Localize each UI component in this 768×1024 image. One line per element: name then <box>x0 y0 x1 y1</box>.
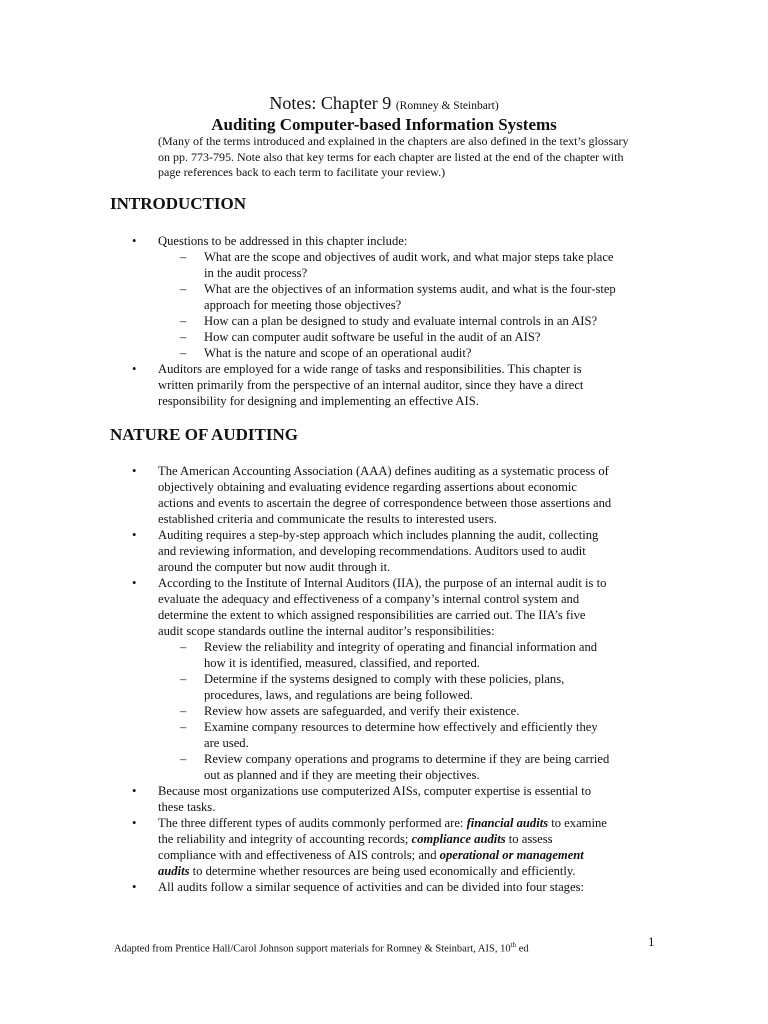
page-title <box>0 93 768 116</box>
sub-item-text: Determine if the systems designed to comply with these policies, plans, <box>204 672 565 686</box>
text-run: to examine <box>548 816 607 830</box>
bullet: • <box>132 528 137 542</box>
sub-item-text: how it is identified, measured, classified, and reported. <box>204 656 480 670</box>
bullet: • <box>132 234 137 248</box>
list-item <box>0 815 768 879</box>
footer-superscript: th <box>510 941 517 949</box>
sub-item-text: approach for meeting those objectives? <box>204 298 402 312</box>
list-item-text <box>158 831 658 847</box>
sub-item-text: Review the reliability and integrity of operating and financial information and <box>204 640 598 654</box>
footer-text: Adapted from Prentice Hall/Carol Johnson support materials for Romney & Steinbart, AIS, 10 <box>114 943 511 955</box>
list-item <box>0 527 768 575</box>
list-item <box>0 879 768 895</box>
emphasis-compliance-audits: compliance audits <box>411 832 506 846</box>
page-subtitle: Auditing Computer-based Information Systems <box>211 115 557 134</box>
list-item-text <box>158 815 658 831</box>
list-item-text: objectively obtaining and evaluating evidence regarding assertions about economic <box>158 480 577 494</box>
sub-item-text: How can computer audit software be useful in the audit of an AIS? <box>204 330 541 344</box>
emphasis-operational-audits: operational or management <box>439 848 584 862</box>
glossary-note <box>158 134 658 181</box>
sub-item <box>0 281 768 313</box>
bullet: • <box>132 784 137 798</box>
list-item-text: The American Accounting Association (AAA) defines auditing as a systematic process of <box>158 464 609 478</box>
emphasis-audits: audits <box>158 864 190 878</box>
sub-item-text: Review how assets are safeguarded, and verify their existence. <box>204 704 520 718</box>
emphasis-financial-audits: financial audits <box>466 816 549 830</box>
dash: – <box>180 720 187 734</box>
dash: – <box>180 752 187 766</box>
list-item-text: and reviewing information, and developing recommendations. Auditors used to audit <box>158 544 586 558</box>
bullet: • <box>132 576 137 590</box>
bullet: • <box>132 362 137 376</box>
list-item-text: audit scope standards outline the internal auditor’s responsibilities: <box>158 624 495 638</box>
list-item <box>0 233 768 249</box>
sub-item-text: What is the nature and scope of an operational audit? <box>204 346 472 360</box>
section-heading-introduction: INTRODUCTION <box>110 194 247 213</box>
list-item <box>0 783 768 815</box>
list-item-text: evaluate the adequacy and effectiveness of a company’s internal control system and <box>158 592 580 606</box>
page-number: 1 <box>648 934 655 949</box>
bullet: • <box>132 816 137 830</box>
sub-item <box>0 639 768 671</box>
text-run: to determine whether resources are being used economically and efficiently. <box>189 864 576 878</box>
introduction-list <box>0 233 768 409</box>
sub-item-text: procedures, laws, and regulations are being followed. <box>204 688 473 702</box>
list-item <box>0 361 768 409</box>
text-run: compliance with and effectiveness of AIS controls; and <box>158 848 440 862</box>
sub-item-text: out as planned and if they are meeting their objectives. <box>204 768 480 782</box>
chapter-authors: (Romney & Steinbart) <box>395 100 499 112</box>
bullet: • <box>132 880 137 894</box>
sub-item <box>0 345 768 361</box>
dash: – <box>180 346 187 360</box>
dash: – <box>180 282 187 296</box>
sub-item-text: Review company operations and programs to determine if they are being carried <box>204 752 610 766</box>
glossary-note-line: page references back to each term to facilitate your review.) <box>158 165 446 179</box>
sub-item-text: are used. <box>204 736 249 750</box>
chapter-title: Notes: Chapter 9 <box>269 93 392 113</box>
sub-item <box>0 703 768 719</box>
list-item-text: established criteria and communicate the results to interested users. <box>158 512 497 526</box>
sub-item-text: How can a plan be designed to study and evaluate internal controls in an AIS? <box>204 314 598 328</box>
nature-list <box>0 463 768 895</box>
section-heading-nature-of-auditing: NATURE OF AUDITING <box>110 425 298 444</box>
sub-item-text: What are the scope and objectives of audit work, and what major steps take place <box>204 250 614 264</box>
dash: – <box>180 250 187 264</box>
text-run: to assess <box>505 832 553 846</box>
list-item-text: Auditors are employed for a wide range of tasks and responsibilities. This chapter is <box>158 362 582 376</box>
list-item-text: Questions to be addressed in this chapter include: <box>158 234 408 248</box>
dash: – <box>180 330 187 344</box>
sub-item-text: Examine company resources to determine how effectively and efficiently they <box>204 720 598 734</box>
list-item-text: According to the Institute of Internal Auditors (IIA), the purpose of an internal audit is to <box>158 576 607 590</box>
text-run: the reliability and integrity of accounting records; <box>158 832 412 846</box>
bullet: • <box>132 464 137 478</box>
sub-item <box>0 313 768 329</box>
list-item-text: All audits follow a similar sequence of activities and can be divided into four stages: <box>158 880 584 894</box>
list-item-text: Auditing requires a step-by-step approach which includes planning the audit, collecting <box>158 528 599 542</box>
list-item <box>0 463 768 527</box>
sub-item-text: What are the objectives of an information systems audit, and what is the four-step <box>204 282 616 296</box>
sub-item <box>0 329 768 345</box>
list-item-text: responsibility for designing and implementing an effective AIS. <box>158 394 479 408</box>
sub-item <box>0 719 768 751</box>
list-item <box>0 575 768 639</box>
list-item-text: written primarily from the perspective of an internal auditor, since they have a direct <box>158 378 584 392</box>
text-run: The three different types of audits commonly performed are: <box>158 816 467 830</box>
list-item-text: around the computer but now audit through it. <box>158 560 391 574</box>
dash: – <box>180 704 187 718</box>
footer-text: ed <box>516 943 529 955</box>
dash: – <box>180 314 187 328</box>
dash: – <box>180 672 187 686</box>
list-item-text <box>158 863 658 879</box>
sub-item-text: in the audit process? <box>204 266 308 280</box>
list-item-text: these tasks. <box>158 800 216 814</box>
dash: – <box>180 640 187 654</box>
list-item-text: actions and events to ascertain the degree of correspondence between those assertions and <box>158 496 612 510</box>
sub-item <box>0 671 768 703</box>
list-item-text: determine the extent to which assigned responsibilities are carried out. The IIA’s five <box>158 608 586 622</box>
glossary-note-line: on pp. 773-795. Note also that key terms for each chapter are listed at the end of the chapter with <box>158 149 624 164</box>
list-item-text: Because most organizations use computerized AISs, computer expertise is essential to <box>158 784 592 798</box>
glossary-note-line: (Many of the terms introduced and explained in the chapters are also defined in the text’s glossary <box>158 134 629 148</box>
footer-credit <box>114 938 529 957</box>
sub-item <box>0 249 768 281</box>
sub-item <box>0 751 768 783</box>
list-item-text <box>158 847 658 863</box>
